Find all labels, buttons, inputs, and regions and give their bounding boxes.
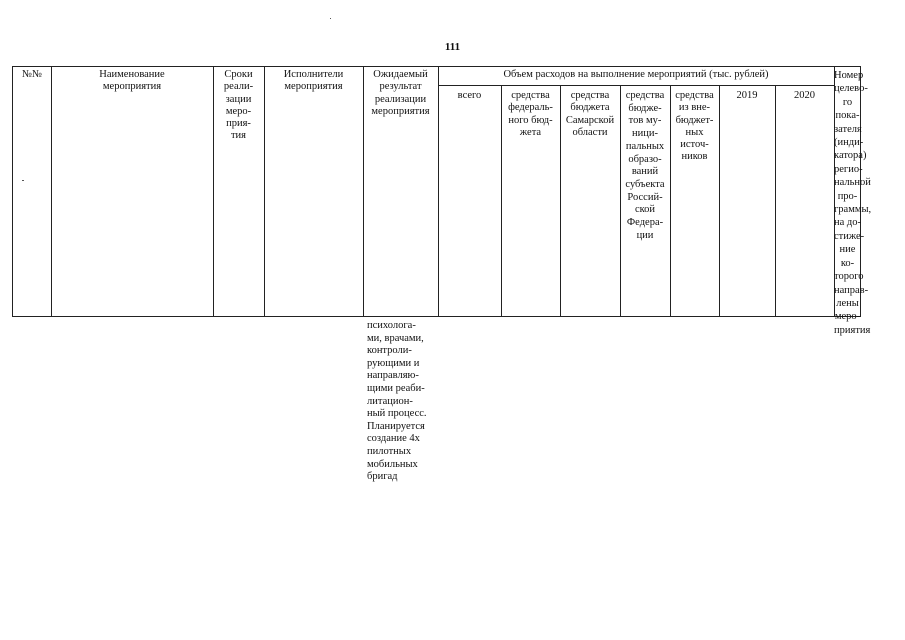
col-divider — [264, 67, 265, 316]
header-expected-result: Ожидаемый результат реализации мероприятия — [371, 69, 430, 117]
col-divider — [438, 67, 439, 316]
header-expenses-group: Объем расходов на выполнение мероприятий (тыс. рублей) — [503, 69, 769, 80]
subcol-divider — [719, 85, 720, 316]
scan-speck — [330, 18, 331, 19]
header-number: №№ — [21, 69, 43, 80]
scan-speck — [22, 180, 24, 181]
header-indicator: Номер целево- го пока- зателя (инди- катора) регио- нальной про- граммы, на до- стиже- ние ко- торого направ- лены меро- приятия — [834, 70, 872, 336]
expenses-table — [12, 66, 872, 336]
header-municipal: средства бюдже- тов му- ници- пальных образо- ваний субъекта Россий- ской Федера- ции — [625, 90, 665, 241]
header-federal: средства федераль- ного бюд- жета — [508, 90, 553, 138]
col-divider — [51, 67, 52, 316]
subcol-divider — [775, 85, 776, 316]
header-2019: 2019 — [736, 90, 758, 101]
header-executors: Исполнители мероприятия — [283, 69, 344, 92]
page-number: 111 — [444, 41, 461, 53]
header-extrabudget: средства из вне- бюджет- ных источ- ников — [675, 90, 714, 163]
header-samara: средства бюджета Самарской области — [565, 90, 615, 138]
header-2020: 2020 — [794, 90, 815, 101]
continuation-text: психолога- ми, врачами, контроли- рующими и направляю- щими реаби- литацион- ный процесс. Планируется создание 4х пилотных мобильных бригад — [367, 320, 427, 483]
header-total: всего — [457, 90, 482, 101]
header-name: Наименование мероприятия — [99, 69, 165, 92]
header-terms: Сроки реали- зации меро- прия- тия — [223, 69, 254, 142]
